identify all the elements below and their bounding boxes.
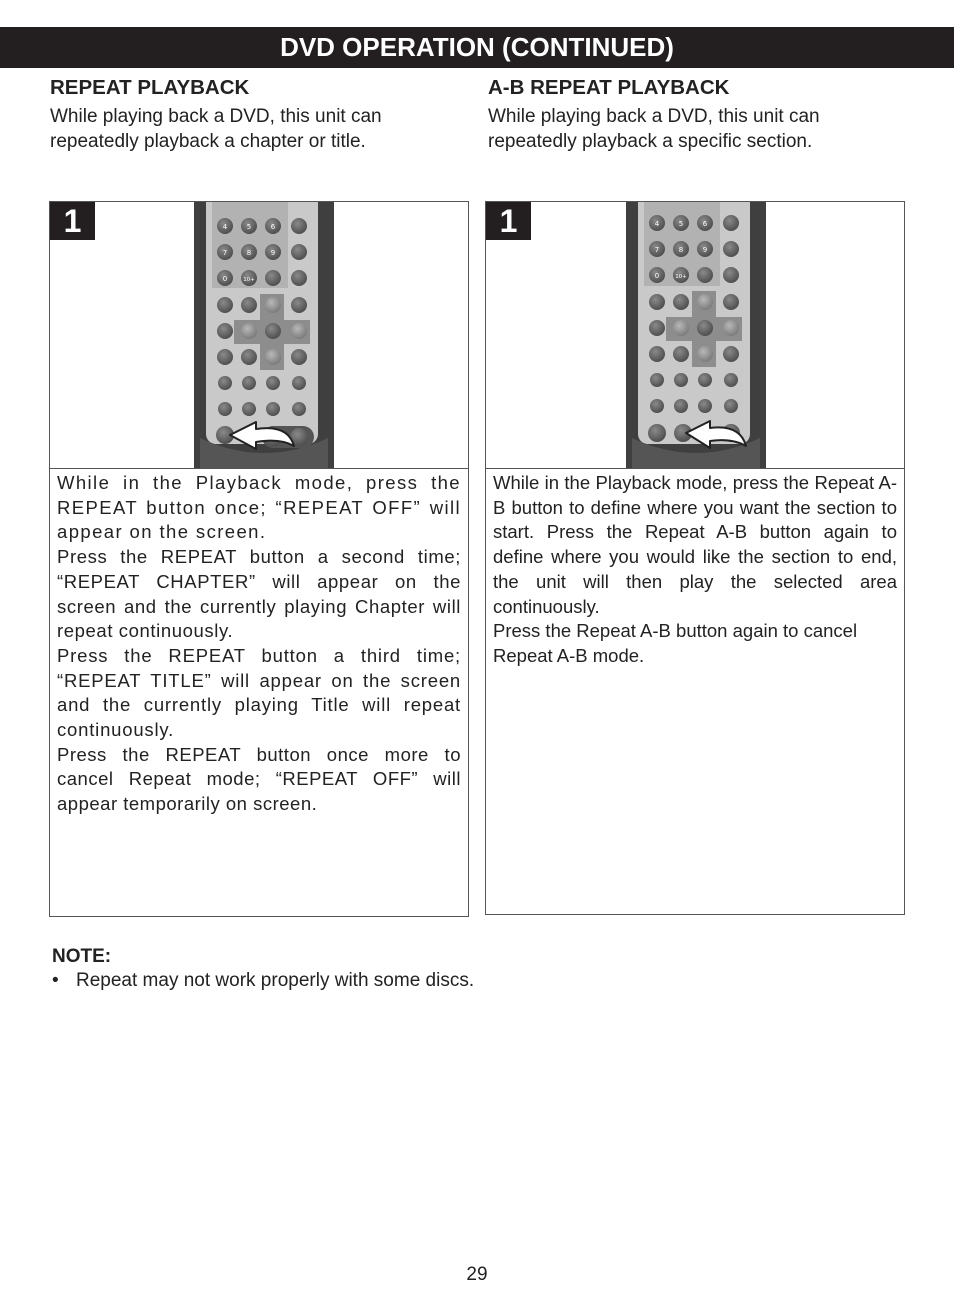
instruction-paragraph: Press the REPEAT button once more to cancel Repeat mode; “REPEAT OFF” will appear temporarily on screen. [57, 743, 461, 815]
key-8: 8 [678, 246, 684, 254]
key-7: 7 [654, 246, 660, 254]
ab-repeat-illustration [486, 202, 904, 469]
ab-repeat-heading: A-B REPEAT PLAYBACK [488, 76, 730, 99]
repeat-playback-heading: REPEAT PLAYBACK [50, 76, 250, 99]
key-4: 4 [654, 220, 660, 228]
page-title: DVD OPERATION (CONTINUED) [280, 32, 674, 62]
key-10plus: 10+ [675, 274, 687, 280]
key-10plus: 10+ [243, 277, 255, 283]
repeat-playback-intro: While playing back a DVD, this unit can repeatedly playback a chapter or title. [50, 106, 382, 152]
key-4: 4 [222, 223, 228, 231]
step-number-badge: 1 [486, 202, 531, 240]
page-number: 29 [466, 1264, 488, 1285]
ab-repeat-instructions [493, 471, 897, 669]
instruction-paragraph: Press the Repeat A-B button again to cancel Repeat A-B mode. [493, 620, 858, 666]
instruction-paragraph: Press the REPEAT button a second time; “REPEAT CHAPTER” will appear on the screen and the currently playing Chapter will repeat continuously. [57, 546, 461, 642]
key-6: 6 [270, 223, 276, 231]
note-text: Repeat may not work properly with some discs. [76, 970, 475, 991]
note-title: NOTE: [52, 946, 112, 967]
key-0: 0 [654, 272, 660, 280]
step-number-badge: 1 [50, 202, 95, 240]
page-title-banner [0, 27, 954, 68]
bullet-icon: • [52, 970, 59, 991]
instruction-paragraph: While in the Playback mode, press the Repeat A-B button to define where you want the section to start. Press the Repeat A-B button again to define where you would like the section to end, the unit will then play the selected area continuously. [493, 472, 897, 617]
key-5: 5 [678, 220, 684, 228]
key-9: 9 [270, 249, 276, 257]
key-0: 0 [222, 275, 228, 283]
ab-repeat-step-box [485, 201, 905, 915]
note-item [52, 970, 474, 992]
instruction-paragraph: While in the Playback mode, press the REPEAT button once; “REPEAT OFF” will appear on the screen. [57, 472, 461, 543]
key-6: 6 [702, 220, 708, 228]
key-5: 5 [246, 223, 252, 231]
instruction-paragraph: Press the REPEAT button a third time; “REPEAT TITLE” will appear on the screen and the currently playing Title will repeat continuously. [57, 644, 461, 741]
repeat-instructions [57, 471, 461, 817]
ab-repeat-intro: While playing back a DVD, this unit can repeatedly playback a specific section. [488, 106, 820, 152]
remote-control-illustration [626, 202, 766, 468]
key-7: 7 [222, 249, 228, 257]
key-8: 8 [246, 249, 252, 257]
key-9: 9 [702, 246, 708, 254]
repeat-step-box [49, 201, 469, 917]
remote-control-illustration [194, 202, 334, 468]
repeat-illustration [50, 202, 468, 469]
